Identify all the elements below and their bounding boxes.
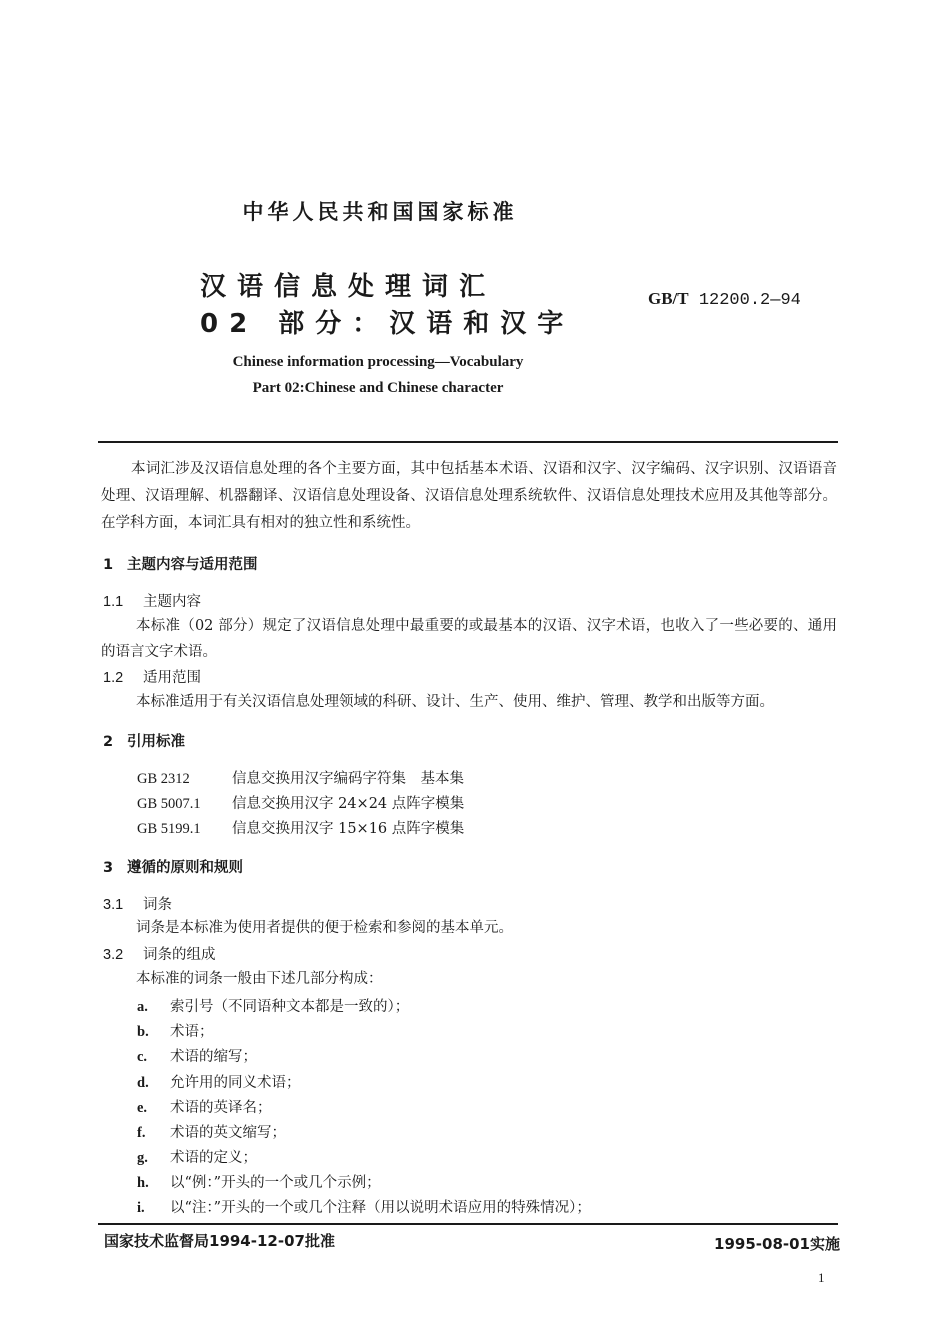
- list-item: [137, 1121, 286, 1142]
- list-item-label: h.: [137, 1175, 149, 1191]
- list-item: [137, 1096, 272, 1117]
- subsection-3-1-text: 词条是本标准为使用者提供的便于检索和参阅的基本单元。: [136, 920, 513, 936]
- subsection-number: 1.1: [103, 594, 124, 610]
- subsection-1-1-heading: [103, 590, 201, 611]
- reference-code: GB 5007.1: [137, 796, 201, 812]
- standard-type-heading: 中华人民共和国国家标准: [242, 200, 518, 224]
- section-title: 引用标准: [127, 734, 185, 750]
- reference-item: [137, 792, 464, 813]
- reference-code: GB 5199.1: [137, 821, 201, 837]
- english-title-line-2: Part 02:Chinese and Chinese character: [252, 380, 504, 396]
- subsection-1-1-text: 本标准（02 部分）规定了汉语信息处理中最重要的或最基本的汉语、汉字术语，也收入了一些必要的、通用的语言文字术语。: [101, 618, 837, 660]
- standard-number: [648, 289, 801, 310]
- subsection-number: 3.1: [103, 897, 124, 913]
- list-item-text: 索引号（不同语种文本都是一致的）；: [170, 999, 410, 1015]
- approval-date: 国家技术监督局1994-12-07批准: [104, 1232, 335, 1250]
- list-item-label: g.: [137, 1150, 148, 1166]
- list-item-text: 允许用的同义术语；: [170, 1075, 301, 1091]
- subsection-title: 词条的组成: [143, 947, 216, 963]
- title-line-2: 02 部分：汉语和汉字: [200, 309, 575, 339]
- list-item: [137, 1020, 214, 1041]
- title-line-1: 汉语信息处理词汇: [200, 272, 497, 302]
- page-number: 1: [818, 1270, 825, 1285]
- list-item-text: 术语的英译名；: [170, 1100, 272, 1116]
- reference-item: [137, 767, 464, 788]
- subsection-title: 词条: [143, 897, 172, 913]
- list-item-text: 术语的定义；: [170, 1150, 257, 1166]
- standard-number-prefix: GB/T: [648, 289, 689, 308]
- list-item-text: 术语的缩写；: [170, 1049, 257, 1065]
- list-item: [137, 1071, 301, 1092]
- list-item-label: e.: [137, 1100, 148, 1116]
- reference-title: 信息交换用汉字编码字符集 基本集: [232, 771, 464, 787]
- section-2-heading: [103, 730, 185, 751]
- list-item: [137, 1196, 591, 1217]
- section-3-heading: [103, 856, 243, 877]
- subsection-3-1-heading: [103, 893, 172, 914]
- list-item-label: i.: [137, 1200, 145, 1216]
- list-item-text: 以“注：”开头的一个或几个注释（用以说明术语应用的特殊情况）；: [170, 1200, 591, 1216]
- implementation-date: 1995-08-01实施: [714, 1235, 840, 1253]
- list-item-text: 以“例：”开头的一个或几个示例；: [170, 1175, 381, 1191]
- section-1-heading: [103, 553, 258, 574]
- section-title: 主题内容与适用范围: [127, 557, 258, 573]
- list-item-label: a.: [137, 999, 148, 1015]
- list-item: [137, 995, 409, 1016]
- subsection-3-2-text: 本标准的词条一般由下述几部分构成：: [136, 971, 383, 987]
- list-item: [137, 1146, 257, 1167]
- subsection-3-2-heading: [103, 943, 216, 964]
- section-number: 3: [103, 860, 114, 876]
- subsection-number: 3.2: [103, 947, 124, 963]
- english-title-line-1: Chinese information processing—Vocabulary: [232, 354, 524, 370]
- subsection-1-2-text: 本标准适用于有关汉语信息处理领域的科研、设计、生产、使用、维护、管理、教学和出版等方面。: [136, 694, 774, 710]
- list-item: [137, 1045, 257, 1066]
- intro-paragraph: 本词汇涉及汉语信息处理的各个主要方面，其中包括基本术语、汉语和汉字、汉字编码、汉字识别、汉语语音处理、汉语理解、机器翻译、汉语信息处理设备、汉语信息处理系统软件、汉语信息处理技术应用及其他等部分。在学科方面，本词汇具有相对的独立性和系统性。: [101, 461, 837, 531]
- header-divider: [98, 441, 838, 443]
- subsection-title: 主题内容: [143, 594, 201, 610]
- list-item-label: d.: [137, 1075, 149, 1091]
- list-item-text: 术语；: [170, 1024, 214, 1040]
- section-number: 2: [103, 734, 114, 750]
- list-item-label: b.: [137, 1024, 149, 1040]
- standard-number-value: 12200.2—94: [698, 291, 801, 310]
- list-item-label: f.: [137, 1125, 146, 1141]
- subsection-1-2-heading: [103, 666, 201, 687]
- reference-title: 信息交换用汉字 24×24 点阵字模集: [232, 796, 465, 812]
- subsection-number: 1.2: [103, 670, 124, 686]
- subsection-title: 适用范围: [143, 670, 201, 686]
- list-item-text: 术语的英文缩写；: [170, 1125, 286, 1141]
- list-item-label: c.: [137, 1049, 148, 1065]
- list-item: [137, 1171, 381, 1192]
- reference-item: [137, 817, 464, 838]
- reference-title: 信息交换用汉字 15×16 点阵字模集: [232, 821, 465, 837]
- section-number: 1: [103, 557, 114, 573]
- section-title: 遵循的原则和规则: [127, 860, 243, 876]
- footer-divider: [98, 1223, 838, 1225]
- reference-code: GB 2312: [137, 771, 190, 787]
